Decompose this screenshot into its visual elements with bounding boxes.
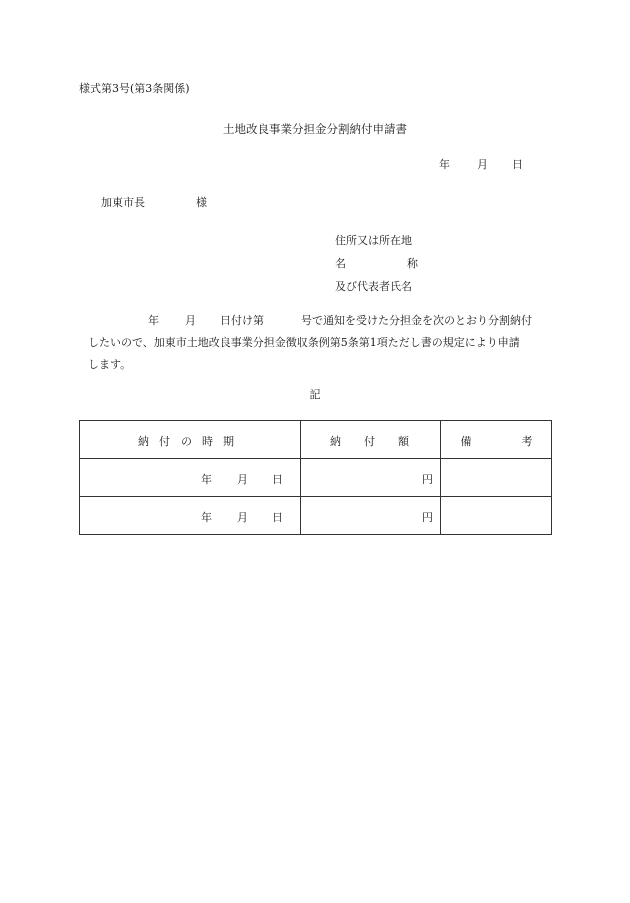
- addressee-name: 加東市長: [101, 196, 145, 209]
- payment-period-cell[interactable]: 年 月 日: [80, 497, 301, 535]
- table-row: [80, 497, 552, 535]
- document-title: 土地改良事業分担金分割納付申請書: [223, 122, 407, 136]
- header-remarks: 備 考: [441, 421, 552, 459]
- date-day: 日: [512, 158, 523, 171]
- name-label: 名 称: [335, 257, 418, 270]
- body-paragraph: [79, 310, 561, 376]
- payment-schedule-table: [79, 420, 552, 535]
- address-label: 住所又は所在地: [335, 234, 412, 247]
- applicant-block: [335, 232, 425, 301]
- remarks-cell[interactable]: [441, 497, 552, 535]
- payment-period-cell[interactable]: 年 月 日: [80, 459, 301, 497]
- payment-amount-cell[interactable]: 円: [301, 497, 441, 535]
- body-line-3: します。: [88, 358, 132, 371]
- date-year: 年: [439, 158, 450, 171]
- header-payment-period: 納 付 の 時 期: [80, 421, 301, 459]
- date-month: 月: [477, 158, 488, 171]
- table-header-row: [80, 421, 552, 459]
- addressee-honorific: 様: [196, 196, 207, 209]
- body-line-2: したいので、加東市土地改良事業分担金徴収条例第5条第1項ただし書の規定により申請: [88, 336, 520, 349]
- header-payment-amount: 納 付 額: [301, 421, 441, 459]
- payment-amount-cell[interactable]: 円: [301, 459, 441, 497]
- form-number: 様式第3号(第3条関係): [79, 82, 190, 95]
- body-line-1: 年 月 日付け第 号で通知を受けた分担金を次のとおり分割納付: [148, 314, 532, 327]
- remarks-cell[interactable]: [441, 459, 552, 497]
- ki-heading: 記: [309, 388, 321, 401]
- representative-label: 及び代表者氏名: [335, 280, 412, 293]
- addressee: [101, 194, 207, 210]
- table-row: [80, 459, 552, 497]
